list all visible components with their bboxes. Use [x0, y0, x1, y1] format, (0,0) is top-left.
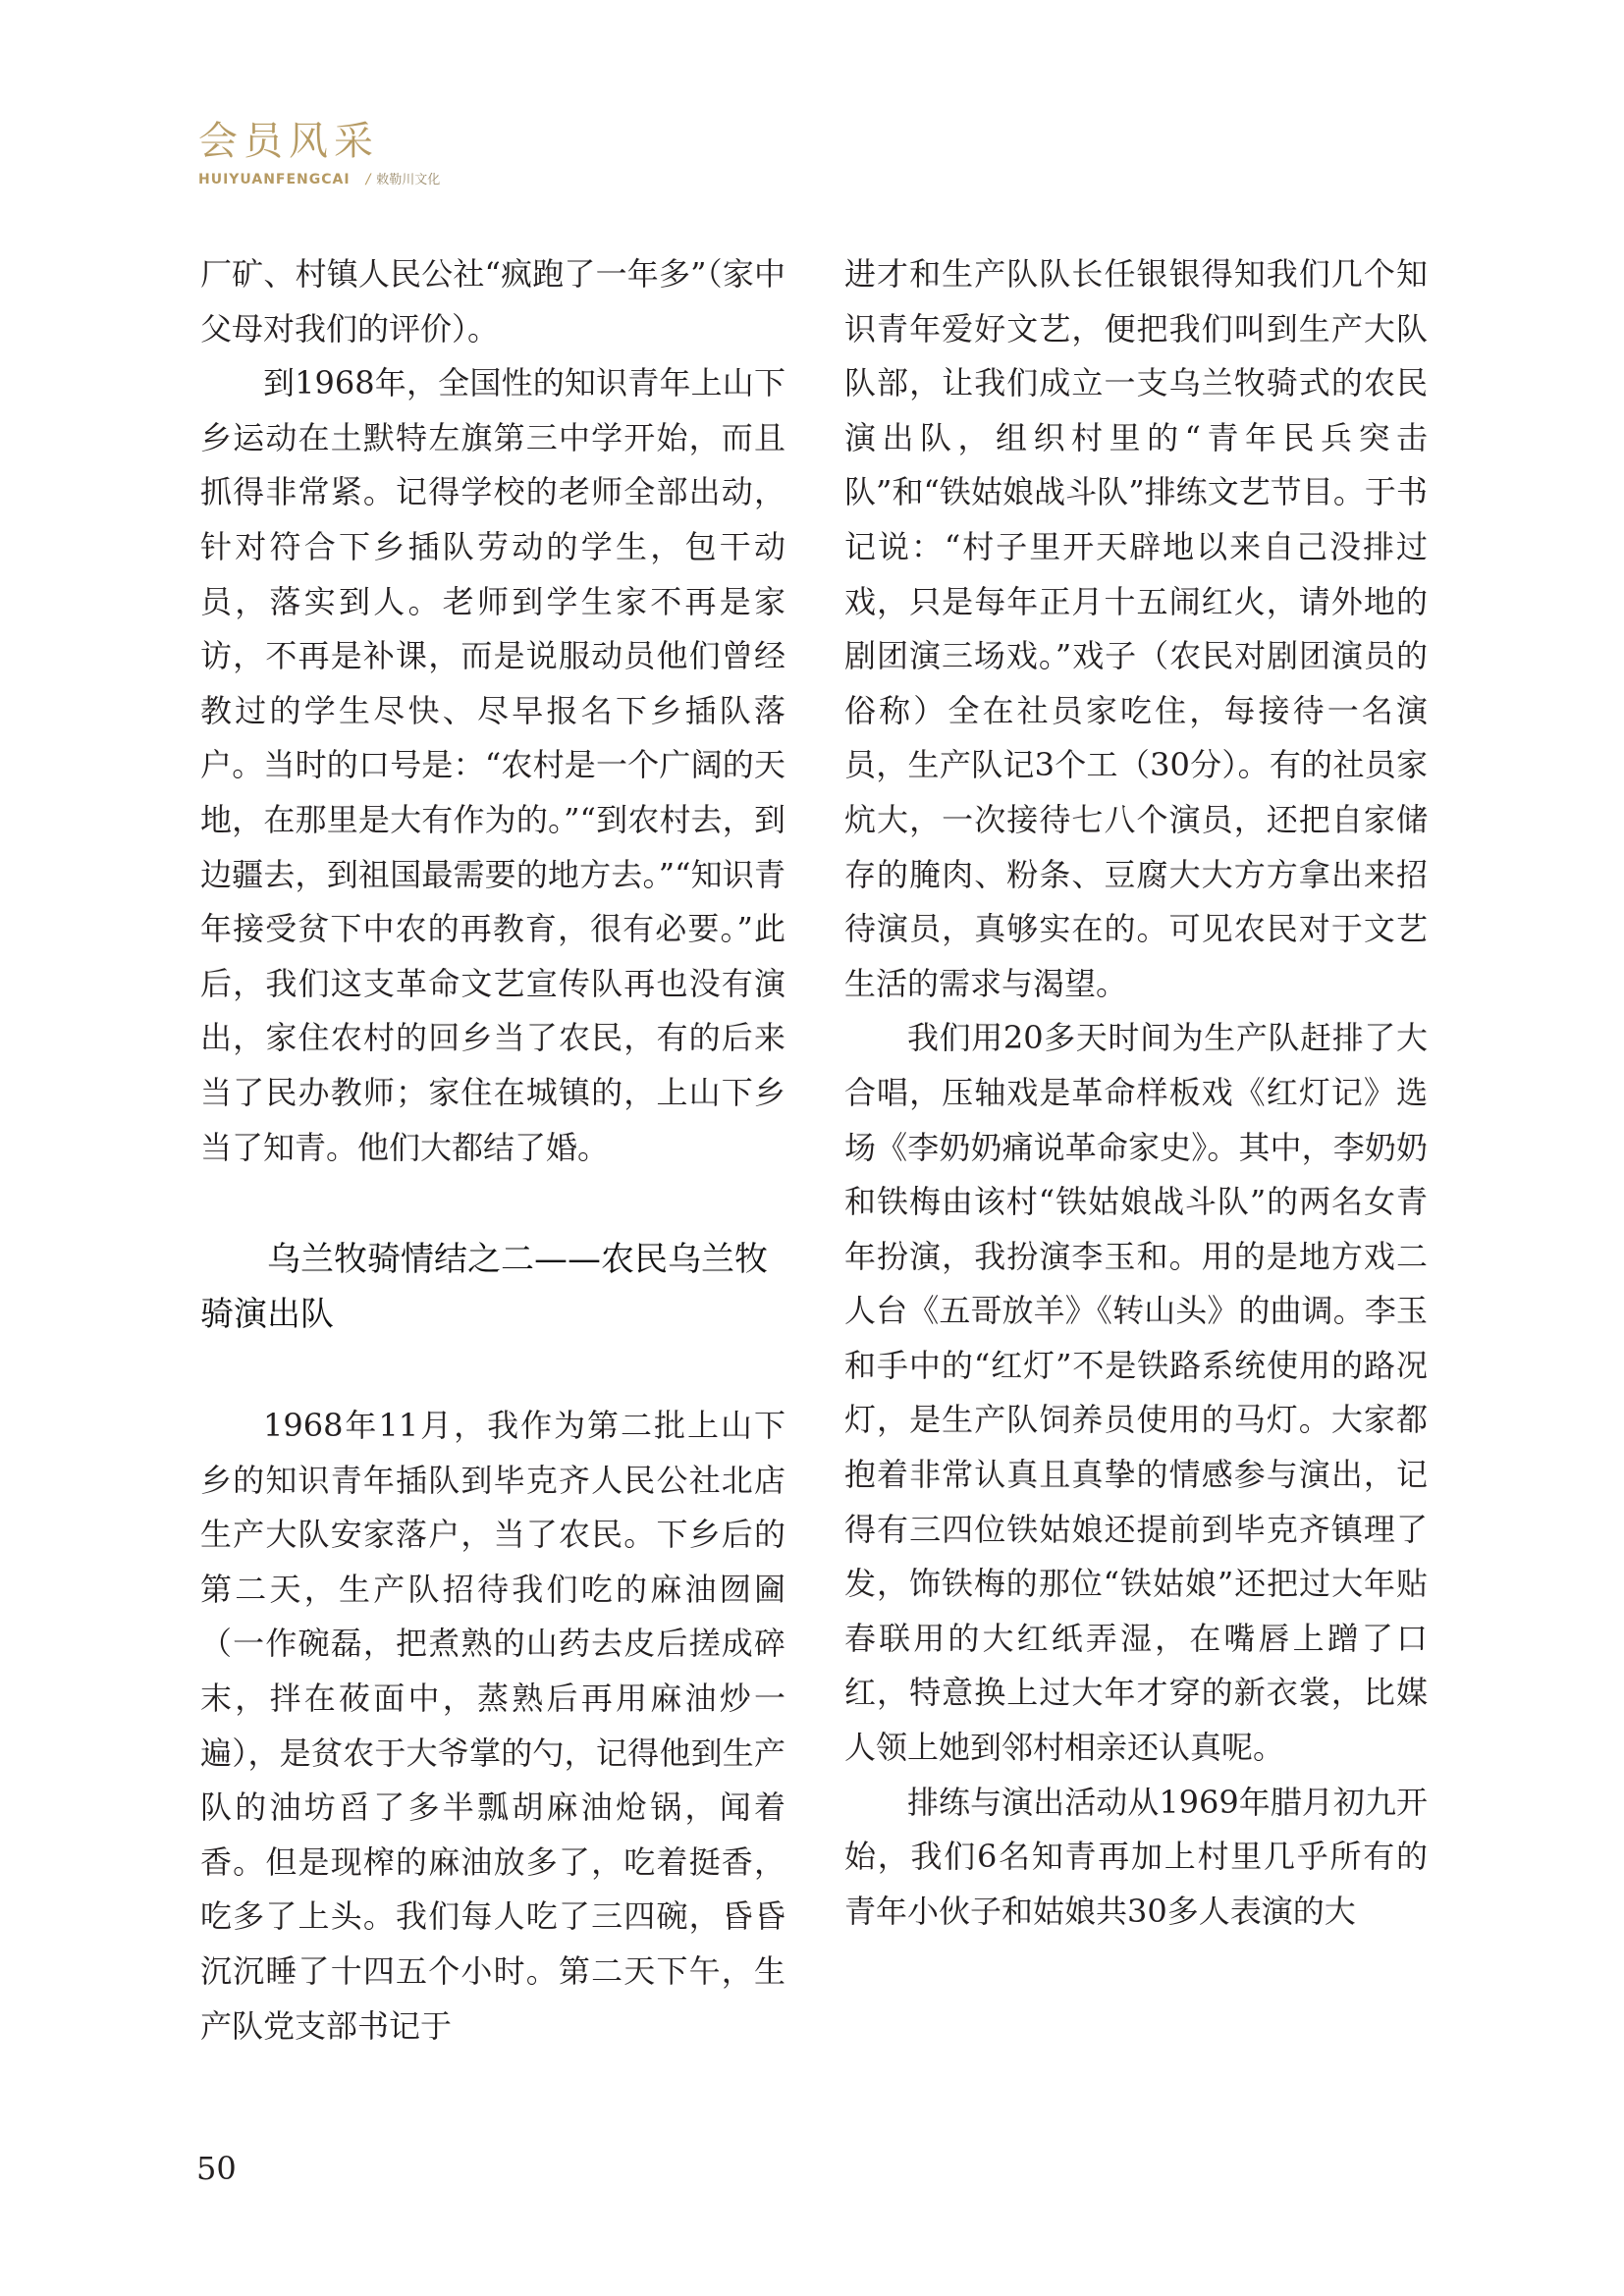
page-number: 50 — [196, 2150, 237, 2187]
paragraph: 厂矿、村镇人民公社“疯跑了一年多”（家中父母对我们的评价）。 — [200, 255, 785, 347]
section-title: 会员风采 — [198, 119, 379, 164]
paragraph: 到1968年，全国性的知识青年上山下乡运动在土默特左旗第三中学开始，而且抓得非常紧。记得学校的老师全部出动，针对符合下乡插队劳动的学生，包干动员，落实到人。老师到学生家不再是家访，不再是补课，而是说服动员他们曾经教过的学生尽快、尽早报名下乡插队落户。当时的口号是：“农村是一个广阔的天地，在那里是大有作为的。”“到农村去，到边疆去，到祖国最需要的地方去。”“知识青年接受贫下中农的再教育，很有必要。”此后，我们这支革命文艺宣传队再也没有演出，家住农村的回乡当了农民，有的后来当了民办教师；家住在城镇的，上山下乡当了知青。他们大都结了婚。 — [200, 364, 785, 1166]
section-heading: 乌兰牧骑情结之二——农民乌兰牧骑演出队 — [200, 1240, 768, 1335]
right-column — [844, 247, 1428, 1939]
header-slash: / — [365, 172, 371, 187]
paragraph: 进才和生产队队长任银银得知我们几个知识青年爱好文艺，便把我们叫到生产大队队部，让我们成立一支乌兰牧骑式的农民演出队，组织村里的“青年民兵突击队”和“铁姑娘战斗队”排练文艺节目。于书记说：“村子里开天辟地以来自己没排过戏，只是每年正月十五闹红火，请外地的剧团演三场戏。”戏子（农民对剧团演员的俗称）全在社员家吃住，每接待一名演员，生产队记3个工（30分）。有的社员家炕大，一次接待七八个演员，还把自家储存的腌肉、粉条、豆腐大大方方拿出来招待演员，真够实在的。可见农民对于文艺生活的需求与渴望。 — [844, 255, 1428, 1002]
section-subtitle-pinyin: HUIYUANFENGCAI — [198, 172, 351, 187]
section-subtitle — [198, 169, 440, 187]
paragraph: 1968年11月，我作为第二批上山下乡的知识青年插队到毕克齐人民公社北店生产大队安家落户，当了农民。下乡后的第二天，生产队招待我们吃的麻油囫圇（一作碗磊，把煮熟的山药去皮后搓成碎末，拌在莜面中，蒸熟后再用麻油炒一遍），是贫农于大爷掌的勺，记得他到生产队的油坊舀了多半瓢胡麻油炝锅，闻着香。但是现榨的麻油放多了，吃着挺香，吃多了上头。我们每人吃了三四碗，昏昏沉沉睡了十四五个小时。第二天下午，生产队党支部书记于 — [200, 1407, 785, 2045]
paragraph: 排练与演出活动从1969年腊月初九开始，我们6名知青再加上村里几乎所有的青年小伙子和姑娘共30多人表演的大 — [844, 1783, 1428, 1930]
magazine-brand: 敕勒川文化 — [376, 173, 441, 187]
section-header — [198, 116, 440, 187]
left-column — [200, 247, 785, 2054]
paragraph: 我们用20多天时间为生产队赶排了大合唱，压轴戏是革命样板戏《红灯记》选场《李奶奶痛说革命家史》。其中，李奶奶和铁梅由该村“铁姑娘战斗队”的两名女青年扮演，我扮演李玉和。用的是地方戏二人台《五哥放羊》《转山头》的曲调。李玉和手中的“红灯”不是铁路系统使用的路况灯，是生产队饲养员使用的马灯。大家都抱着非常认真且真挚的情感参与演出，记得有三四位铁姑娘还提前到毕克齐镇理了发，饰铁梅的那位“铁姑娘”还把过大年贴春联用的大红纸弄湿，在嘴唇上蹭了口红，特意换上过大年才穿的新衣裳，比媒人领上她到邻村相亲还认真呢。 — [844, 1019, 1428, 1767]
